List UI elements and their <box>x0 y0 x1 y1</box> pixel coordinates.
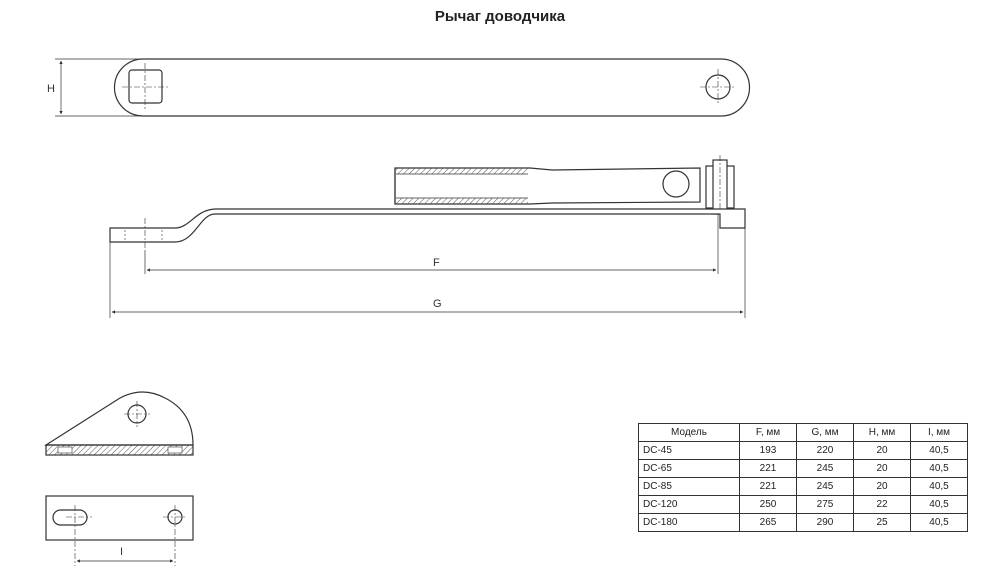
table-row <box>639 478 968 496</box>
table-cell-f: 221 <box>740 478 797 496</box>
table-row <box>639 460 968 478</box>
table-header-i: I, мм <box>911 424 968 442</box>
specification-table <box>638 423 968 532</box>
table-cell-f: 250 <box>740 496 797 514</box>
table-row <box>639 514 968 532</box>
table-cell-i: 40,5 <box>911 514 968 532</box>
table-cell-h: 20 <box>854 460 911 478</box>
table-cell-g: 245 <box>797 460 854 478</box>
table-row <box>639 442 968 460</box>
dimension-f <box>145 214 718 274</box>
table-header-h: H, мм <box>854 424 911 442</box>
table-header-f: F, мм <box>740 424 797 442</box>
table-row <box>639 496 968 514</box>
table-cell-i: 40,5 <box>911 496 968 514</box>
dimension-g <box>110 228 745 318</box>
table-cell-f: 193 <box>740 442 797 460</box>
table-cell-model: DC-65 <box>639 460 740 478</box>
table-cell-g: 220 <box>797 442 854 460</box>
dimension-h <box>55 59 143 116</box>
table-cell-g: 290 <box>797 514 854 532</box>
table-cell-model: DC-180 <box>639 514 740 532</box>
table-header-g: G, мм <box>797 424 854 442</box>
table-cell-model: DC-120 <box>639 496 740 514</box>
table-header-model: Модель <box>639 424 740 442</box>
table-cell-g: 275 <box>797 496 854 514</box>
table-cell-h: 20 <box>854 442 911 460</box>
dimension-f-label: F <box>433 257 440 269</box>
dimension-i-label: I <box>120 546 124 558</box>
table-cell-i: 40,5 <box>911 478 968 496</box>
lever-side-view <box>110 155 745 250</box>
table-cell-h: 20 <box>854 478 911 496</box>
table-cell-i: 40,5 <box>911 460 968 478</box>
table-header-row <box>639 424 968 442</box>
table-cell-model: DC-85 <box>639 478 740 496</box>
table-cell-h: 25 <box>854 514 911 532</box>
drawing-title: Рычаг доводчика <box>434 8 566 25</box>
table-cell-h: 22 <box>854 496 911 514</box>
dimension-h-label: H <box>47 83 55 95</box>
table-cell-g: 245 <box>797 478 854 496</box>
table-cell-f: 221 <box>740 460 797 478</box>
lever-top-view <box>115 59 750 116</box>
dimension-g-label: G <box>433 298 442 310</box>
table-cell-model: DC-45 <box>639 442 740 460</box>
table-cell-i: 40,5 <box>911 442 968 460</box>
bracket-side-view <box>46 392 193 455</box>
table-cell-f: 265 <box>740 514 797 532</box>
